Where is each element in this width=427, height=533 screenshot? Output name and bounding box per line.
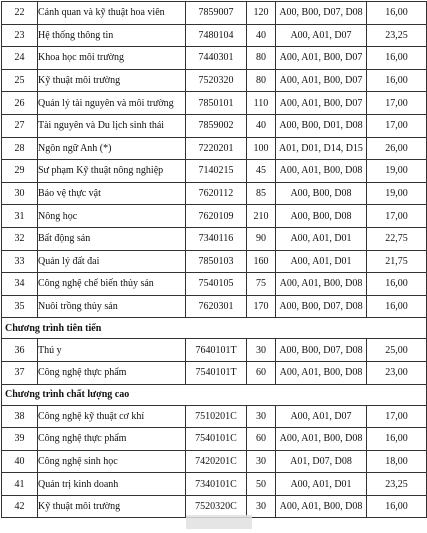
row-number-cell: 26: [2, 92, 38, 115]
row-number-cell: 40: [2, 450, 38, 473]
subject-combination-cell: A00, A01, B00, D07: [276, 69, 367, 92]
quota-cell: 45: [247, 160, 276, 183]
major-name-cell: Nuôi trồng thủy sản: [38, 295, 186, 318]
table-row: [2, 405, 427, 428]
quota-cell: 40: [247, 114, 276, 137]
subject-combination-cell: A00, A01, B00, D08: [276, 361, 367, 384]
quota-cell: 120: [247, 2, 276, 25]
row-number-cell: 22: [2, 2, 38, 25]
row-number-cell: 23: [2, 24, 38, 47]
table-row: [2, 205, 427, 228]
quota-cell: 210: [247, 205, 276, 228]
row-number-cell: 33: [2, 250, 38, 273]
subject-combination-cell: A01, D01, D14, D15: [276, 137, 367, 160]
subject-combination-cell: A00, A01, B00, D08: [276, 160, 367, 183]
row-number-cell: 27: [2, 114, 38, 137]
row-number-cell: 30: [2, 182, 38, 205]
major-code-cell: 7859007: [186, 2, 247, 25]
major-name-cell: Sư phạm Kỹ thuật nông nghiệp: [38, 160, 186, 183]
subject-combination-cell: A00, A01, B00, D08: [276, 273, 367, 296]
major-name-cell: Cảnh quan và kỹ thuật hoa viên: [38, 2, 186, 25]
table-row: [2, 160, 427, 183]
quota-cell: 60: [247, 361, 276, 384]
major-code-cell: 7340116: [186, 227, 247, 250]
table-row: [2, 361, 427, 384]
quota-cell: 50: [247, 473, 276, 496]
row-number-cell: 37: [2, 361, 38, 384]
section-title: Chương trình chất lượng cao: [2, 384, 427, 405]
admission-score-cell: 17,00: [367, 92, 427, 115]
admission-score-cell: 26,00: [367, 137, 427, 160]
admission-score-cell: 16,00: [367, 47, 427, 70]
subject-combination-cell: A00, B00, D07, D08: [276, 295, 367, 318]
section-title: Chương trình tiên tiến: [2, 318, 427, 339]
quota-cell: 30: [247, 405, 276, 428]
row-number-cell: 32: [2, 227, 38, 250]
quota-cell: 90: [247, 227, 276, 250]
quota-cell: 110: [247, 92, 276, 115]
subject-combination-cell: A00, A01, D07: [276, 24, 367, 47]
section-header-row: [2, 384, 427, 405]
subject-combination-cell: A00, A01, D01: [276, 250, 367, 273]
quota-cell: 30: [247, 450, 276, 473]
table-row: [2, 273, 427, 296]
admission-scores-table: [1, 1, 427, 518]
row-number-cell: 31: [2, 205, 38, 228]
major-code-cell: 7520320C: [186, 495, 247, 518]
major-code-cell: 7480104: [186, 24, 247, 47]
table-body: [2, 2, 427, 518]
row-number-cell: 42: [2, 495, 38, 518]
table-row: [2, 137, 427, 160]
major-name-cell: Công nghệ sinh học: [38, 450, 186, 473]
table-row: [2, 114, 427, 137]
quota-cell: 30: [247, 339, 276, 362]
subject-combination-cell: A00, B00, D08: [276, 182, 367, 205]
admission-score-cell: 23,00: [367, 361, 427, 384]
quota-cell: 85: [247, 182, 276, 205]
table-row: [2, 47, 427, 70]
table-row: [2, 428, 427, 451]
major-code-cell: 7420201C: [186, 450, 247, 473]
section-header-row: [2, 318, 427, 339]
quota-cell: 100: [247, 137, 276, 160]
major-code-cell: 7520320: [186, 69, 247, 92]
major-name-cell: Công nghệ thực phẩm: [38, 428, 186, 451]
major-code-cell: 7640101T: [186, 339, 247, 362]
major-code-cell: 7220201: [186, 137, 247, 160]
row-number-cell: 41: [2, 473, 38, 496]
major-code-cell: 7540101C: [186, 428, 247, 451]
major-name-cell: Quản trị kinh doanh: [38, 473, 186, 496]
admission-score-cell: 16,00: [367, 295, 427, 318]
admission-score-cell: 21,75: [367, 250, 427, 273]
table-row: [2, 92, 427, 115]
admission-score-cell: 16,00: [367, 69, 427, 92]
row-number-cell: 36: [2, 339, 38, 362]
admission-score-cell: 25,00: [367, 339, 427, 362]
quota-cell: 30: [247, 495, 276, 518]
row-number-cell: 25: [2, 69, 38, 92]
admission-score-cell: 16,00: [367, 428, 427, 451]
quota-cell: 60: [247, 428, 276, 451]
major-code-cell: 7859002: [186, 114, 247, 137]
subject-combination-cell: A00, A01, B00, D07: [276, 92, 367, 115]
admission-score-cell: 16,00: [367, 2, 427, 25]
quota-cell: 170: [247, 295, 276, 318]
admission-score-cell: 17,00: [367, 405, 427, 428]
subject-combination-cell: A00, B00, D07, D08: [276, 339, 367, 362]
table-row: [2, 450, 427, 473]
admission-score-cell: 17,00: [367, 114, 427, 137]
quota-cell: 40: [247, 24, 276, 47]
subject-combination-cell: A00, A01, D01: [276, 227, 367, 250]
admission-score-cell: 17,00: [367, 205, 427, 228]
major-name-cell: Công nghệ kỹ thuật cơ khí: [38, 405, 186, 428]
major-name-cell: Kỹ thuật môi trường: [38, 495, 186, 518]
admission-score-cell: 23,25: [367, 24, 427, 47]
major-name-cell: Tài nguyên và Du lịch sinh thái: [38, 114, 186, 137]
quota-cell: 80: [247, 47, 276, 70]
admission-score-cell: 19,00: [367, 182, 427, 205]
major-name-cell: Bất động sản: [38, 227, 186, 250]
major-name-cell: Công nghệ thực phẩm: [38, 361, 186, 384]
subject-combination-cell: A00, B00, D08: [276, 205, 367, 228]
admission-score-cell: 18,00: [367, 450, 427, 473]
major-name-cell: Bảo vệ thực vật: [38, 182, 186, 205]
table-row: [2, 182, 427, 205]
major-name-cell: Công nghệ chế biến thủy sản: [38, 273, 186, 296]
major-name-cell: Kỹ thuật môi trường: [38, 69, 186, 92]
admission-score-cell: 16,00: [367, 495, 427, 518]
subject-combination-cell: A00, B00, D07, D08: [276, 2, 367, 25]
row-number-cell: 39: [2, 428, 38, 451]
table-row: [2, 2, 427, 25]
major-code-cell: 7850103: [186, 250, 247, 273]
major-code-cell: 7620109: [186, 205, 247, 228]
table-row: [2, 69, 427, 92]
row-number-cell: 24: [2, 47, 38, 70]
row-number-cell: 28: [2, 137, 38, 160]
row-number-cell: 35: [2, 295, 38, 318]
major-name-cell: Khoa học môi trường: [38, 47, 186, 70]
subject-combination-cell: A00, A01, B00, D08: [276, 428, 367, 451]
row-number-cell: 38: [2, 405, 38, 428]
admission-score-cell: 19,00: [367, 160, 427, 183]
major-code-cell: 7540105: [186, 273, 247, 296]
major-name-cell: Nông học: [38, 205, 186, 228]
major-code-cell: 7340101C: [186, 473, 247, 496]
table-row: [2, 250, 427, 273]
major-name-cell: Hệ thống thông tin: [38, 24, 186, 47]
major-code-cell: 7620112: [186, 182, 247, 205]
major-code-cell: 7440301: [186, 47, 247, 70]
subject-combination-cell: A01, D07, D08: [276, 450, 367, 473]
subject-combination-cell: A00, A01, B00, D08: [276, 495, 367, 518]
table-row: [2, 24, 427, 47]
table-row: [2, 339, 427, 362]
watermark-logo: [186, 515, 252, 529]
major-code-cell: 7620301: [186, 295, 247, 318]
row-number-cell: 29: [2, 160, 38, 183]
table-row: [2, 227, 427, 250]
major-name-cell: Quản lý đất đai: [38, 250, 186, 273]
subject-combination-cell: A00, A01, D01: [276, 473, 367, 496]
row-number-cell: 34: [2, 273, 38, 296]
quota-cell: 80: [247, 69, 276, 92]
major-name-cell: Thú y: [38, 339, 186, 362]
subject-combination-cell: A00, B00, D01, D08: [276, 114, 367, 137]
major-code-cell: 7540101T: [186, 361, 247, 384]
major-code-cell: 7850101: [186, 92, 247, 115]
major-code-cell: 7140215: [186, 160, 247, 183]
table-row: [2, 473, 427, 496]
admission-score-cell: 22,75: [367, 227, 427, 250]
admission-score-cell: 23,25: [367, 473, 427, 496]
major-name-cell: Quản lý tài nguyên và môi trường: [38, 92, 186, 115]
subject-combination-cell: A00, A01, B00, D07: [276, 47, 367, 70]
quota-cell: 75: [247, 273, 276, 296]
admission-score-cell: 16,00: [367, 273, 427, 296]
quota-cell: 160: [247, 250, 276, 273]
subject-combination-cell: A00, A01, D07: [276, 405, 367, 428]
major-name-cell: Ngôn ngữ Anh (*): [38, 137, 186, 160]
table-row: [2, 295, 427, 318]
major-code-cell: 7510201C: [186, 405, 247, 428]
